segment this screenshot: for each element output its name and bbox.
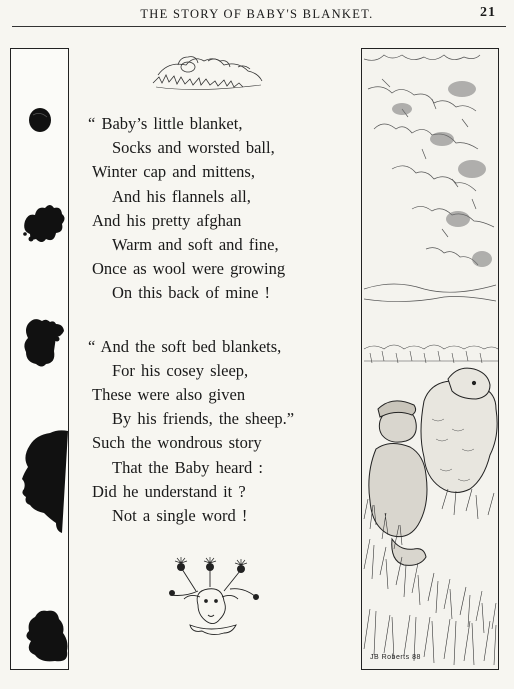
hedge-drawing [364, 345, 498, 363]
poem-line: Such the wondrous story [92, 433, 262, 453]
left-silhouette-strip [10, 48, 69, 670]
poem-line: Socks and worsted ball, [112, 138, 275, 158]
header-rule [12, 26, 506, 27]
page-number: 21 [480, 5, 496, 20]
stanza-1 [88, 112, 342, 306]
poem-line: “ And the soft bed blankets, [88, 336, 282, 356]
page-header [0, 0, 514, 26]
artist-signature: JB Roberts 88 [370, 654, 421, 661]
poem-line: “ Baby’s little blanket, [88, 114, 243, 133]
child-drawing [369, 401, 427, 565]
poem-line: Winter cap and mittens, [92, 162, 255, 182]
child-with-sheep-illustration [362, 49, 498, 669]
poem-line: By his friends, the sheep.” [112, 409, 295, 429]
yarn-ball-silhouette [29, 108, 51, 132]
sheep-drawing [421, 368, 497, 492]
winter-cap-silhouette [26, 611, 67, 662]
poem-line: For his cosey sleep, [112, 360, 249, 380]
poem-line: Did he understand it ? [92, 481, 246, 501]
stanza-2 [88, 335, 342, 529]
poem-line: And his pretty afghan [92, 210, 242, 230]
poem-line: These were also given [92, 385, 246, 405]
leaf-clusters [392, 81, 492, 267]
poem-line: Warm and soft and fine, [112, 235, 279, 255]
poem-line: Not a single word ! [112, 506, 248, 526]
baby-profile-silhouette [22, 430, 68, 533]
running-title: THE STORY OF BABY'S BLANKET. [140, 7, 374, 21]
child-and-sheep-illustration-panel [361, 48, 499, 670]
sheep-head-thistle-vignette [160, 555, 265, 640]
silhouette-column-illustration [11, 49, 68, 669]
poem-text [88, 112, 342, 528]
poem-line: Once as wool were growing [92, 259, 286, 279]
mittens-silhouette [23, 205, 64, 242]
poem-line: And his flannels all, [112, 186, 251, 206]
poem-line: On this back of mine ! [112, 283, 271, 303]
sheep-vignette-illustration [148, 45, 273, 95]
sock-silhouette [24, 319, 64, 366]
poem-line: That the Baby heard : [112, 457, 263, 477]
